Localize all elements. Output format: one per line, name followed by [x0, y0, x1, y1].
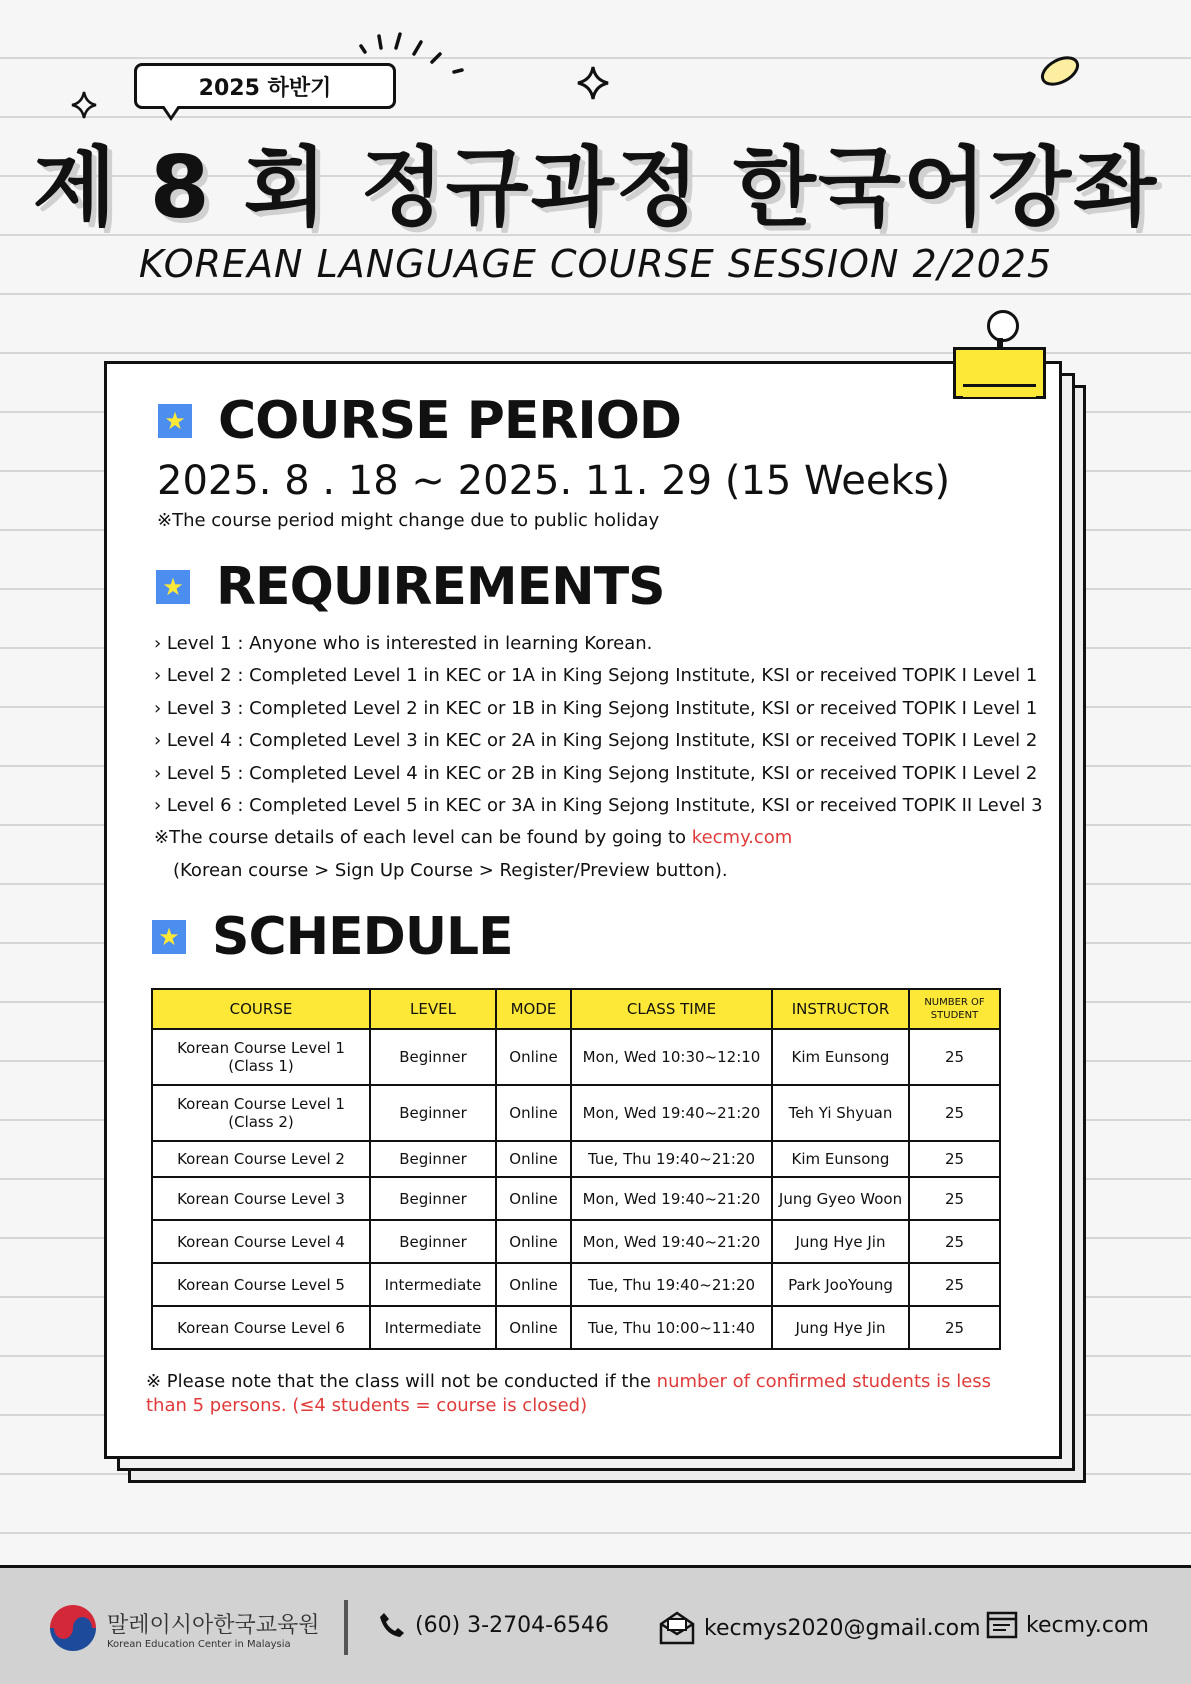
students-cell: 25	[909, 1177, 1000, 1220]
list-item	[154, 855, 1043, 887]
requirement-text: Level 4 : Completed Level 3 in KEC or 2A in King Sejong Institute, KSI or received TOPIK I Level 2	[166, 730, 1038, 752]
level-cell: Beginner	[370, 1220, 496, 1263]
students-cell: 25	[909, 1029, 1000, 1085]
instructor-cell: Teh Yi Shyuan	[772, 1085, 909, 1141]
phone-contact[interactable]	[377, 1610, 609, 1640]
level-cell: Beginner	[370, 1029, 496, 1085]
column-header: MODE	[496, 989, 571, 1029]
instructor-cell: Kim Eunsong	[772, 1141, 909, 1177]
web-icon	[986, 1610, 1018, 1640]
requirement-text: Level 5 : Completed Level 4 in KEC or 2B in King Sejong Institute, KSI or received TOPIK I Level 2	[166, 762, 1038, 784]
website-url: kecmy.com	[1026, 1612, 1149, 1638]
chevron-right-icon: ›	[154, 730, 167, 752]
course-period-heading	[158, 391, 681, 451]
requirement-text: Level 2 : Completed Level 1 in KEC or 1A in King Sejong Institute, KSI or received TOPIK I Level 1	[166, 665, 1038, 687]
org-name-english: Korean Education Center in Malaysia	[107, 1639, 291, 1650]
page-title: 제 8 회 정규과정 한국어강좌	[32, 138, 1159, 238]
instructor-cell: Jung Hye Jin	[772, 1220, 909, 1263]
list-item	[154, 822, 1043, 854]
chevron-right-icon: ›	[154, 633, 167, 654]
list-item	[154, 628, 1043, 660]
email-contact[interactable]	[658, 1610, 981, 1646]
period-note: ※The course period might change due to public holiday	[157, 510, 660, 531]
requirement-text: Level 1 : Anyone who is interested in learning Korean.	[166, 633, 653, 654]
clip-ring	[987, 310, 1019, 342]
instructor-cell: Park JooYoung	[772, 1263, 909, 1306]
table-row	[152, 1085, 1000, 1141]
phone-icon	[377, 1610, 407, 1640]
students-cell: 25	[909, 1220, 1000, 1263]
course-dates: 2025. 8 . 18 ~ 2025. 11. 29 (15 Weeks)	[157, 458, 951, 504]
table-row	[152, 1177, 1000, 1220]
details-path: (Korean course > Sign Up Course > Register/Preview button).	[173, 859, 728, 881]
phone-number: (60) 3-2704-6546	[415, 1612, 610, 1638]
list-item	[154, 790, 1043, 822]
students-cell: 25	[909, 1141, 1000, 1177]
page-subtitle: KOREAN LANGUAGE COURSE SESSION 2/2025	[138, 242, 1053, 286]
column-header: LEVEL	[370, 989, 496, 1029]
table-row	[152, 1141, 1000, 1177]
section-title: SCHEDULE	[212, 907, 513, 967]
table-row	[152, 1263, 1000, 1306]
level-cell: Intermediate	[370, 1306, 496, 1349]
table-row	[152, 1029, 1000, 1085]
course-cell: Korean Course Level 1 (Class 2)	[152, 1085, 370, 1141]
star-icon: ★	[156, 570, 190, 604]
website-contact[interactable]	[986, 1610, 1149, 1640]
mode-cell: Online	[496, 1141, 571, 1177]
course-cell: Korean Course Level 4	[152, 1220, 370, 1263]
level-cell: Beginner	[370, 1177, 496, 1220]
level-cell: Intermediate	[370, 1263, 496, 1306]
mode-cell: Online	[496, 1263, 571, 1306]
closure-note	[146, 1370, 1006, 1418]
time-cell: Mon, Wed 19:40~21:20	[571, 1220, 772, 1263]
table-row	[152, 1306, 1000, 1349]
course-cell: Korean Course Level 5	[152, 1263, 370, 1306]
chevron-right-icon: ›	[154, 794, 167, 816]
requirement-text: Level 6 : Completed Level 5 in KEC or 3A in King Sejong Institute, KSI or received TOPIK II Level 3	[166, 794, 1043, 816]
details-note: ※The course details of each level can be found by going to	[154, 827, 692, 849]
list-item	[154, 725, 1043, 757]
requirement-text: Level 3 : Completed Level 2 in KEC or 1B in King Sejong Institute, KSI or received TOPIK I Level 1	[166, 697, 1038, 719]
mode-cell: Online	[496, 1177, 571, 1220]
star-icon: ★	[158, 404, 192, 438]
instructor-cell: Kim Eunsong	[772, 1029, 909, 1085]
section-title: REQUIREMENTS	[216, 557, 665, 617]
students-cell: 25	[909, 1085, 1000, 1141]
time-cell: Mon, Wed 19:40~21:20	[571, 1177, 772, 1220]
column-header: NUMBER OF STUDENT	[909, 989, 1000, 1029]
column-header: INSTRUCTOR	[772, 989, 909, 1029]
mode-cell: Online	[496, 1306, 571, 1349]
table-header-row	[152, 989, 1000, 1029]
course-cell: Korean Course Level 6	[152, 1306, 370, 1349]
course-cell: Korean Course Level 3	[152, 1177, 370, 1220]
email-address: kecmys2020@gmail.com	[704, 1615, 981, 1641]
logo	[50, 1605, 96, 1651]
course-cell: Korean Course Level 1 (Class 1)	[152, 1029, 370, 1085]
requirements-heading	[156, 557, 665, 617]
mode-cell: Online	[496, 1220, 571, 1263]
star-icon: ★	[152, 920, 186, 954]
org-name-korean: 말레이시아한국교육원	[107, 1613, 320, 1638]
bubble-tail-inner	[163, 104, 179, 116]
section-title: COURSE PERIOD	[218, 391, 682, 451]
column-header: CLASS TIME	[571, 989, 772, 1029]
instructor-cell: Jung Gyeo Woon	[772, 1177, 909, 1220]
time-cell: Mon, Wed 19:40~21:20	[571, 1085, 772, 1141]
time-cell: Tue, Thu 19:40~21:20	[571, 1263, 772, 1306]
requirements-list	[154, 628, 1043, 887]
level-cell: Beginner	[370, 1141, 496, 1177]
note-prefix: ※ Please note that the class will not be conducted if the	[146, 1371, 657, 1392]
table-row	[152, 1220, 1000, 1263]
schedule-table	[151, 988, 1001, 1350]
chevron-right-icon: ›	[154, 665, 167, 687]
footer	[0, 1565, 1191, 1684]
level-cell: Beginner	[370, 1085, 496, 1141]
time-cell: Tue, Thu 19:40~21:20	[571, 1141, 772, 1177]
chevron-right-icon: ›	[154, 697, 167, 719]
mode-cell: Online	[496, 1085, 571, 1141]
oval-doodle-icon	[1037, 52, 1083, 90]
sparkle-icon	[70, 90, 98, 120]
note-highlight: number of confirmed students is less than 5 persons. (≤4 students = course is closed)	[146, 1371, 992, 1416]
season-badge: 2025 하반기	[134, 63, 396, 109]
column-header: COURSE	[152, 989, 370, 1029]
footer-divider	[344, 1600, 348, 1655]
time-cell: Tue, Thu 10:00~11:40	[571, 1306, 772, 1349]
sparkle-icon	[576, 65, 610, 101]
students-cell: 25	[909, 1306, 1000, 1349]
mail-icon	[658, 1610, 696, 1646]
list-item	[154, 693, 1043, 725]
clip-bar	[963, 384, 1036, 397]
chevron-right-icon: ›	[154, 762, 167, 784]
instructor-cell: Jung Hye Jin	[772, 1306, 909, 1349]
students-cell: 25	[909, 1263, 1000, 1306]
time-cell: Mon, Wed 10:30~12:10	[571, 1029, 772, 1085]
list-item	[154, 660, 1043, 692]
mode-cell: Online	[496, 1029, 571, 1085]
schedule-heading	[152, 907, 513, 967]
list-item	[154, 758, 1043, 790]
course-cell: Korean Course Level 2	[152, 1141, 370, 1177]
website-link[interactable]: kecmy.com	[691, 827, 793, 849]
